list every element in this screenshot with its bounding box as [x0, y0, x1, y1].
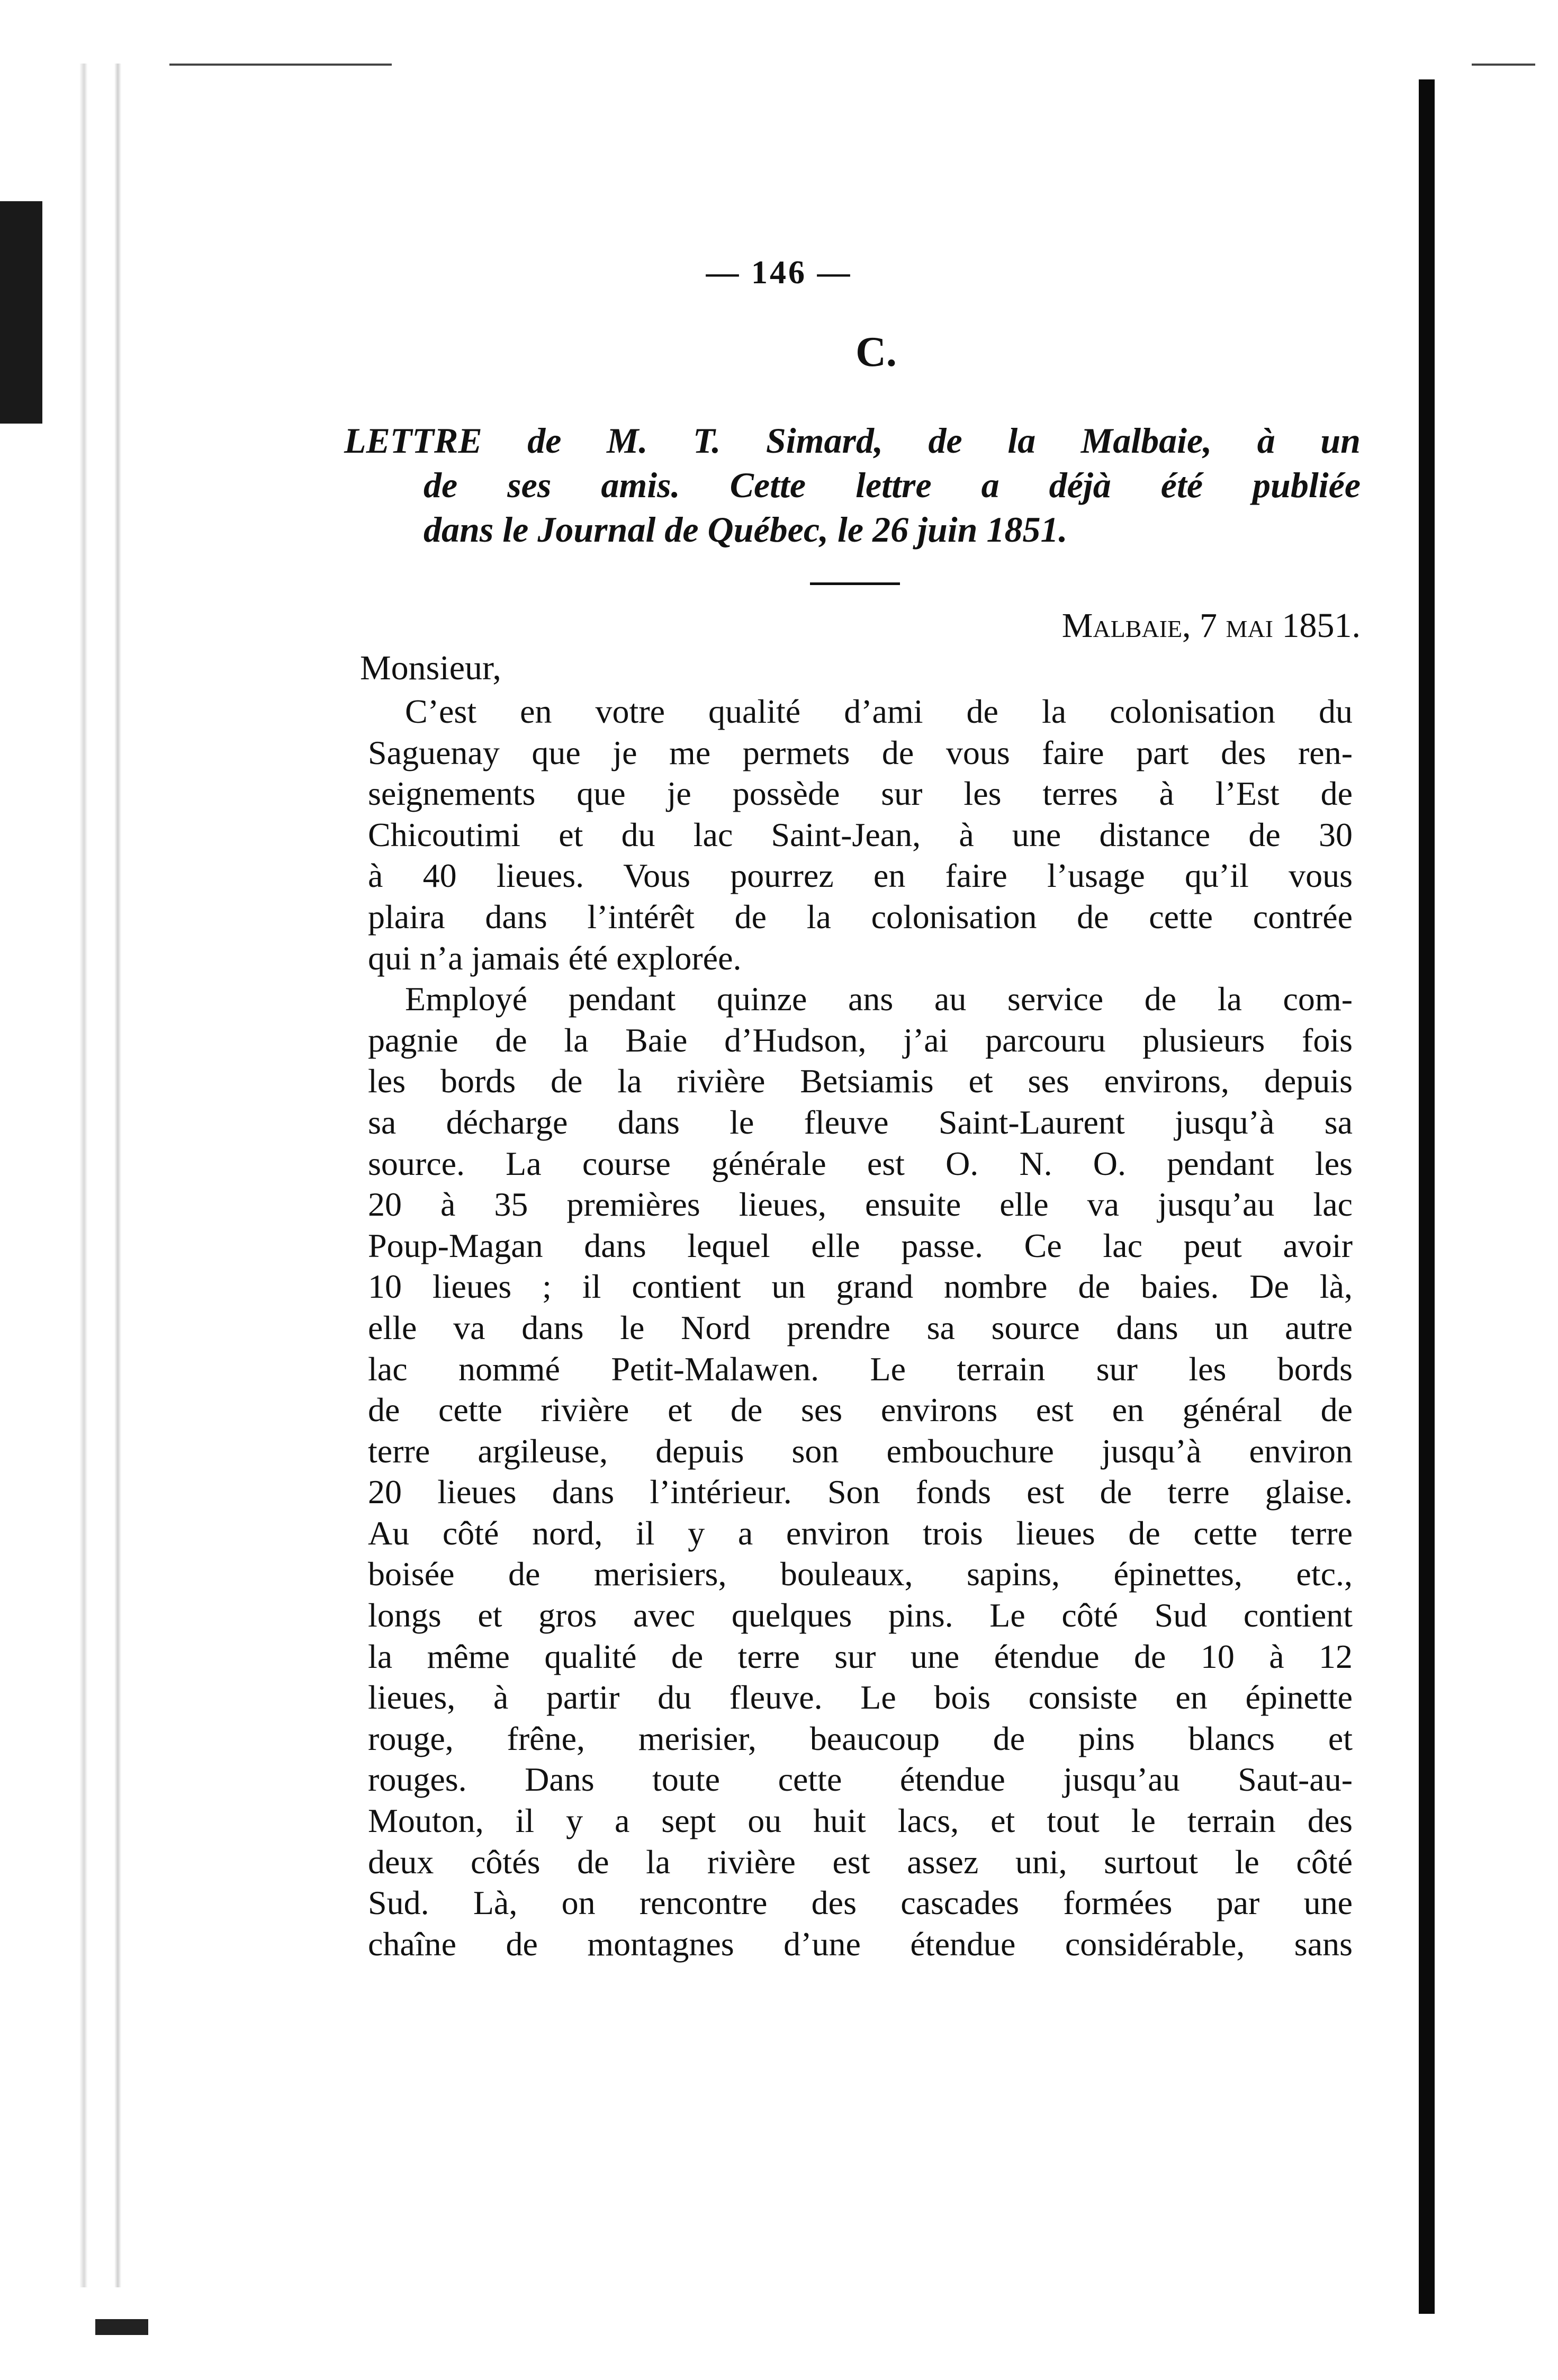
- dateline: Malbaie, 7 mai 1851.: [1061, 606, 1361, 645]
- scan-bottom-mark: [95, 2319, 148, 2335]
- body-line: à 40 lieues. Vous pourrez en faire l’usage qu’il vous: [368, 857, 1353, 895]
- body-line: 10 lieues ; il contient un grand nombre de baies. De là,: [368, 1268, 1353, 1306]
- body-line: Saguenay que je me permets de vous faire part des ren-: [368, 733, 1353, 771]
- scan-gutter: [79, 64, 138, 2287]
- scan-top-line: [169, 64, 392, 66]
- body-line: longs et gros avec quelques pins. Le côté Sud contient: [368, 1596, 1353, 1634]
- body-line: Au côté nord, il y a environ trois lieues de cette terre: [368, 1514, 1353, 1552]
- body-line: seignements que je possède sur les terres à l’Est de: [368, 775, 1353, 813]
- body-line: lieues, à partir du fleuve. Le bois consiste en épinette: [368, 1678, 1353, 1717]
- body-line: source. La course générale est O. N. O. pendant les: [368, 1144, 1353, 1182]
- body-line: rouges. Dans toute cette étendue jusqu’au Saut-au-: [368, 1761, 1353, 1799]
- body-line: pagnie de la Baie d’Hudson, j’ai parcouru plusieurs fois: [368, 1021, 1353, 1059]
- body-line: C’est en votre qualité d’ami de la colonisation du: [405, 693, 1353, 730]
- body-line: Employé pendant quinze ans au service de la com-: [405, 980, 1353, 1018]
- salutation: Monsieur,: [360, 649, 501, 687]
- body-line: 20 à 35 premières lieues, ensuite elle va jusqu’au lac: [368, 1185, 1353, 1224]
- heading-line: dans le Journal de Québec, le 26 juin 1851.: [424, 509, 1068, 550]
- body-line: Mouton, il y a sept ou huit lacs, et tout le terrain des: [368, 1802, 1353, 1840]
- body-line: les bords de la rivière Betsiamis et ses environs, depuis: [368, 1062, 1353, 1100]
- body-line: Poup-Magan dans lequel elle passe. Ce lac peut avoir: [368, 1226, 1353, 1264]
- scan-edge-shadow: [0, 201, 42, 424]
- body-line: boisée de merisiers, bouleaux, sapins, épinettes, etc.,: [368, 1555, 1353, 1593]
- body-line: la même qualité de terre sur une étendue de 10 à 12: [368, 1637, 1353, 1675]
- scan-right-edge: [1419, 79, 1435, 2314]
- section-letter: C.: [855, 329, 897, 375]
- body-line: deux côtés de la rivière est assez uni, surtout le côté: [368, 1843, 1353, 1881]
- heading-line: LETTRE de M. T. Simard, de la Malbaie, à un: [344, 420, 1361, 461]
- page-number: — 146 —: [706, 255, 852, 291]
- body-line: de cette rivière et de ses environs est en général de: [368, 1391, 1353, 1429]
- body-line: rouge, frêne, merisier, beaucoup de pins blancs et: [368, 1719, 1353, 1757]
- body-line: 20 lieues dans l’intérieur. Son fonds est de terre glaise.: [368, 1473, 1353, 1511]
- body-line: terre argileuse, depuis son embouchure jusqu’à environ: [368, 1432, 1353, 1470]
- scan-top-line-right: [1472, 64, 1535, 66]
- body-line: Chicoutimi et du lac Saint-Jean, à une distance de 30: [368, 815, 1353, 854]
- body-line: elle va dans le Nord prendre sa source dans un autre: [368, 1308, 1353, 1346]
- body-line: lac nommé Petit-Malawen. Le terrain sur les bords: [368, 1350, 1353, 1388]
- separator-rule: [810, 582, 900, 585]
- letter-heading: [344, 418, 1361, 552]
- letter-body: [368, 691, 1353, 1964]
- body-line: plaira dans l’intérêt de la colonisation de cette contrée: [368, 897, 1353, 936]
- body-line: sa décharge dans le fleuve Saint-Laurent jusqu’à sa: [368, 1103, 1353, 1141]
- body-line: qui n’a jamais été explorée.: [368, 939, 742, 977]
- body-line: chaîne de montagnes d’une étendue considérable, sans: [368, 1925, 1353, 1963]
- body-line: Sud. Là, on rencontre des cascades formées par une: [368, 1884, 1353, 1922]
- heading-line: de ses amis. Cette lettre a déjà été publiée: [424, 465, 1361, 505]
